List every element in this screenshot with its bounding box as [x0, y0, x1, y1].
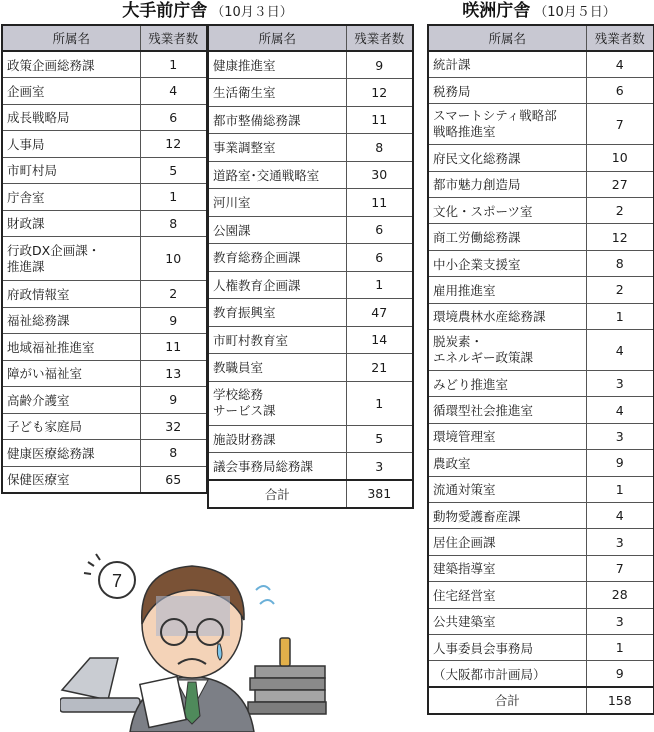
- overtime-count-cell: 32: [140, 413, 207, 440]
- dept-name-cell: 市町村局: [2, 157, 140, 184]
- dept-name-cell: 環境農林水産総務課: [428, 303, 586, 329]
- dept-name-cell: 河川室: [208, 189, 346, 217]
- table-row: [428, 529, 654, 555]
- overtime-count-cell: 1: [346, 381, 413, 425]
- table-row: [428, 634, 654, 660]
- sakishima-table: [427, 24, 654, 715]
- overtime-count-cell: 47: [346, 299, 413, 327]
- overtime-count-cell: 27: [586, 171, 654, 197]
- table-row: [2, 184, 207, 211]
- table-row: [2, 440, 207, 467]
- table-row: [2, 466, 207, 493]
- dept-name-cell: 子ども家庭局: [2, 413, 140, 440]
- table-row: [208, 354, 413, 382]
- table-row: [2, 210, 207, 237]
- overtime-count-cell: 10: [140, 237, 207, 281]
- overtime-count-cell: 10: [586, 145, 654, 171]
- dept-name-cell: 地域福祉推進室: [2, 334, 140, 361]
- dept-name-cell: 高齢介護室: [2, 387, 140, 414]
- dept-name-cell: 教育振興室: [208, 299, 346, 327]
- dept-name-cell: 政策企画総務課: [2, 51, 140, 78]
- table-row: [428, 250, 654, 276]
- overtime-count-cell: 12: [346, 79, 413, 107]
- overtime-count-cell: 4: [586, 397, 654, 423]
- sakishima-title: [424, 0, 654, 22]
- dept-name-cell: 保健医療室: [2, 466, 140, 493]
- dept-name-cell: 人事局: [2, 131, 140, 158]
- table-row: [2, 307, 207, 334]
- dept-name-cell: 学校総務 サービス課: [208, 381, 346, 425]
- overtime-count-cell: 4: [586, 51, 654, 77]
- table-row: [208, 326, 413, 354]
- column-header-count: 残業者数: [140, 25, 207, 51]
- overtime-count-cell: 11: [346, 189, 413, 217]
- dept-name-cell: （大阪都市計画局）: [428, 661, 586, 687]
- otemae-date: （10月３日）: [211, 5, 293, 20]
- overtime-count-cell: 2: [140, 281, 207, 308]
- dept-name-cell: 都市整備総務課: [208, 106, 346, 134]
- table-row: [2, 334, 207, 361]
- dept-name-cell: 税務局: [428, 77, 586, 103]
- table-row: [208, 381, 413, 425]
- overtime-count-cell: 14: [346, 326, 413, 354]
- column-header-count: 残業者数: [346, 25, 413, 51]
- overtime-count-cell: 1: [586, 476, 654, 502]
- column-header-count: 残業者数: [586, 25, 654, 51]
- overtime-count-cell: 1: [586, 634, 654, 660]
- dept-name-cell: 人権教育企画課: [208, 271, 346, 299]
- overtime-count-cell: 6: [140, 104, 207, 131]
- overtime-count-cell: 11: [140, 334, 207, 361]
- dept-name-cell: 環境管理室: [428, 423, 586, 449]
- dept-name-cell: 人事委員会事務局: [428, 634, 586, 660]
- overtime-count-cell: 8: [346, 134, 413, 162]
- dept-name-cell: 教育総務企画課: [208, 244, 346, 272]
- dept-name-cell: 議会事務局総務課: [208, 453, 346, 481]
- dept-name-cell: 建築指導室: [428, 555, 586, 581]
- dept-name-cell: 財政課: [2, 210, 140, 237]
- total-label-cell: 合計: [208, 480, 346, 508]
- column-header-dept: 所属名: [428, 25, 586, 51]
- table-row: [428, 145, 654, 171]
- table-row: [208, 189, 413, 217]
- overtime-count-cell: 5: [140, 157, 207, 184]
- sakishima-title-text: 咲洲庁舎: [462, 1, 531, 21]
- dept-name-cell: 脱炭素・ エネルギー政策課: [428, 330, 586, 371]
- paper-icon: [140, 677, 186, 728]
- table-row: [208, 425, 413, 453]
- dept-name-cell: スマートシティ戦略部 戦略推進室: [428, 104, 586, 145]
- sakishima-date: （10月５日）: [534, 5, 616, 20]
- overtime-count-cell: 21: [346, 354, 413, 382]
- table-row: [428, 608, 654, 634]
- overtime-count-cell: 1: [346, 271, 413, 299]
- table-row: [428, 198, 654, 224]
- overtime-count-cell: 9: [586, 450, 654, 476]
- overtime-count-cell: 65: [140, 466, 207, 493]
- table-row: [428, 51, 654, 77]
- overtime-count-cell: 6: [346, 216, 413, 244]
- table-row: [428, 277, 654, 303]
- table-row: [2, 360, 207, 387]
- dept-name-cell: みどり推進室: [428, 371, 586, 397]
- dept-name-cell: 事業調整室: [208, 134, 346, 162]
- dept-name-cell: 府政情報室: [2, 281, 140, 308]
- table-row: [2, 413, 207, 440]
- table-row: [208, 453, 413, 481]
- table-row: [428, 661, 654, 687]
- table-row: [2, 131, 207, 158]
- table-row: [428, 171, 654, 197]
- table-row: [428, 330, 654, 371]
- table-row: [208, 51, 413, 79]
- table-row: [208, 134, 413, 162]
- table-row: [208, 106, 413, 134]
- table-header-row: [428, 25, 654, 51]
- table-row: [428, 450, 654, 476]
- overtime-count-cell: 8: [140, 440, 207, 467]
- dept-name-cell: 成長戦略局: [2, 104, 140, 131]
- table-row: [208, 244, 413, 272]
- overtime-count-cell: 1: [140, 51, 207, 78]
- otemae-table-left: [1, 24, 208, 494]
- overtime-count-cell: 3: [586, 371, 654, 397]
- overtime-count-cell: 8: [140, 210, 207, 237]
- overtime-count-cell: 13: [140, 360, 207, 387]
- dept-name-cell: 動物愛護畜産課: [428, 502, 586, 528]
- table-row: [428, 582, 654, 608]
- dept-name-cell: 公園課: [208, 216, 346, 244]
- dept-name-cell: 商工労働総務課: [428, 224, 586, 250]
- dept-name-cell: 雇用推進室: [428, 277, 586, 303]
- table-row: [2, 51, 207, 78]
- table-row: [208, 79, 413, 107]
- dept-name-cell: 農政室: [428, 450, 586, 476]
- dept-name-cell: 道路室･交通戦略室: [208, 161, 346, 189]
- table-row: [428, 303, 654, 329]
- overtime-count-cell: 3: [586, 529, 654, 555]
- dept-name-cell: 障がい福祉室: [2, 360, 140, 387]
- dept-name-cell: 健康推進室: [208, 51, 346, 79]
- dept-name-cell: 市町村教育室: [208, 326, 346, 354]
- table-header-row: [208, 25, 413, 51]
- dept-name-cell: 企画室: [2, 78, 140, 105]
- overtime-count-cell: 9: [346, 51, 413, 79]
- overtime-count-cell: 3: [346, 453, 413, 481]
- overtime-count-cell: 1: [586, 303, 654, 329]
- total-value-cell: 158: [586, 687, 654, 713]
- dept-name-cell: 流通対策室: [428, 476, 586, 502]
- dept-name-cell: 居住企画課: [428, 529, 586, 555]
- table-row: [428, 555, 654, 581]
- overtime-count-cell: 5: [346, 425, 413, 453]
- column-header-dept: 所属名: [2, 25, 140, 51]
- overtime-count-cell: 3: [586, 423, 654, 449]
- overtime-count-cell: 12: [586, 224, 654, 250]
- dept-name-cell: 公共建築室: [428, 608, 586, 634]
- overtime-count-cell: 2: [586, 198, 654, 224]
- overtime-count-cell: 11: [346, 106, 413, 134]
- table-row: [208, 299, 413, 327]
- overtime-count-cell: 6: [346, 244, 413, 272]
- column-header-dept: 所属名: [208, 25, 346, 51]
- book-stack-icon: [248, 638, 326, 714]
- dept-name-cell: 住宅経営室: [428, 582, 586, 608]
- table-row: [2, 104, 207, 131]
- table-row: [2, 78, 207, 105]
- overtime-count-cell: 1: [140, 184, 207, 211]
- table-row: [428, 476, 654, 502]
- total-value-cell: 381: [346, 480, 413, 508]
- dept-name-cell: 文化・スポーツ室: [428, 198, 586, 224]
- overtime-count-cell: 7: [586, 555, 654, 581]
- table-row: [428, 397, 654, 423]
- dept-name-cell: 統計課: [428, 51, 586, 77]
- overtime-count-cell: 9: [140, 387, 207, 414]
- overtime-count-cell: 4: [586, 502, 654, 528]
- overtime-count-cell: 12: [140, 131, 207, 158]
- table-row: [208, 216, 413, 244]
- table-row: [428, 224, 654, 250]
- overtime-count-cell: 4: [586, 330, 654, 371]
- laptop-icon: [60, 658, 140, 712]
- overtime-count-cell: 6: [586, 77, 654, 103]
- dept-name-cell: 教職員室: [208, 354, 346, 382]
- dept-name-cell: 都市魅力創造局: [428, 171, 586, 197]
- table-row: [428, 423, 654, 449]
- otemae-title-text: 大手前庁舎: [122, 1, 208, 21]
- table-row: [428, 502, 654, 528]
- table-row: [2, 157, 207, 184]
- dept-name-cell: 行政DX企画課・ 推進課: [2, 237, 140, 281]
- dept-name-cell: 循環型社会推進室: [428, 397, 586, 423]
- total-row: [208, 480, 413, 508]
- table-row: [428, 371, 654, 397]
- table-row: [2, 237, 207, 281]
- overtime-count-cell: 9: [586, 661, 654, 687]
- dept-name-cell: 中小企業支援室: [428, 250, 586, 276]
- overtime-count-cell: 4: [140, 78, 207, 105]
- dept-name-cell: 健康医療総務課: [2, 440, 140, 467]
- overtime-count-cell: 7: [586, 104, 654, 145]
- overtime-count-cell: 30: [346, 161, 413, 189]
- overtime-count-cell: 2: [586, 277, 654, 303]
- table-row: [2, 387, 207, 414]
- table-row: [208, 161, 413, 189]
- table-header-row: [2, 25, 207, 51]
- dept-name-cell: 府民文化総務課: [428, 145, 586, 171]
- overtime-count-cell: 9: [140, 307, 207, 334]
- total-label-cell: 合計: [428, 687, 586, 713]
- overtime-count-cell: 28: [586, 582, 654, 608]
- otemae-table-right: [207, 24, 414, 509]
- overtime-count-cell: 3: [586, 608, 654, 634]
- otemae-title: [0, 0, 415, 22]
- dept-name-cell: 生活衛生室: [208, 79, 346, 107]
- dept-name-cell: 庁舎室: [2, 184, 140, 211]
- dept-name-cell: 施設財務課: [208, 425, 346, 453]
- overtime-worker-illustration: [60, 540, 360, 732]
- clock-label: 7: [111, 571, 123, 591]
- table-row: [208, 271, 413, 299]
- clock-icon: [84, 554, 135, 598]
- table-row: [428, 77, 654, 103]
- overtime-count-cell: 8: [586, 250, 654, 276]
- dept-name-cell: 福祉総務課: [2, 307, 140, 334]
- total-row: [428, 687, 654, 713]
- table-row: [428, 104, 654, 145]
- table-row: [2, 281, 207, 308]
